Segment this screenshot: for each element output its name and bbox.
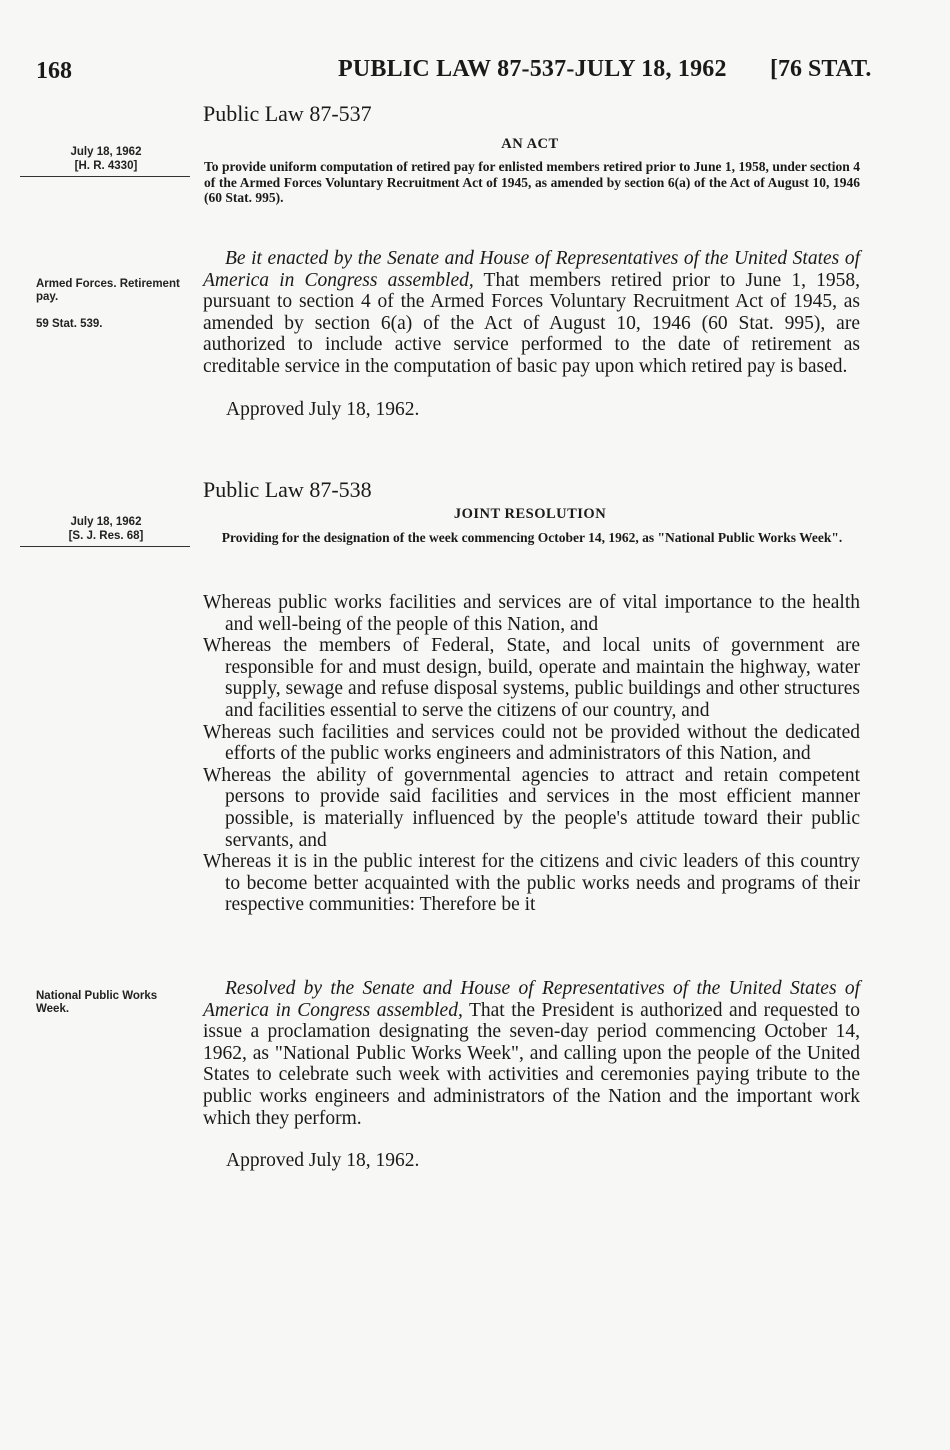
law1-margin-subject: Armed Forces. Retirement pay.	[36, 278, 180, 303]
whereas-clause: Whereas public works facilities and services are of vital importance to the health and well-being of the people of this Nation, and	[203, 592, 860, 635]
law1-title: Public Law 87-537	[203, 101, 372, 126]
law2-margin-subject: National Public Works Week.	[36, 990, 158, 1015]
law1-margin-date: July 18, 1962	[70, 146, 142, 158]
law2-body	[203, 978, 860, 1129]
law1-margin-citation: 59 Stat. 539.	[36, 318, 103, 330]
law1-approved: Approved July 18, 1962.	[226, 399, 420, 420]
law1-body-text: That members retired prior to June 1, 1958, pursuant to section 4 of the Armed Forces Voluntary Recruitment Act of 1945, as amended by section 6(a) of the Act of August 10, 1946 (60 Stat. 995), are authorized to include active service performed to the date of retirement as creditable service in the computation of basic pay upon which retired pay is based.	[203, 269, 860, 377]
law1-enacting-clause: Be it enacted by the Senate and House of Representatives of the United States of America in Congress assembled,	[203, 248, 860, 291]
law2-act-heading: JOINT RESOLUTION	[453, 506, 607, 522]
law2-title: Public Law 87-538	[203, 477, 372, 502]
law2-body-text: That the President is authorized and requested to issue a proclamation designating the seven-day period commencing October 14, 1962, as "National Public Works Week", and calling upon the people of the United States to celebrate such week with activities and ceremonies paying tribute to the public works engineers and administrators of the Nation and the important work which they perform.	[203, 999, 861, 1129]
law2-purpose: Providing for the designation of the week commencing October 14, 1962, as "National Public Works Week".	[221, 530, 843, 545]
whereas-clause: Whereas such facilities and services could not be provided without the dedicated efforts of the public works engineers and administrators of this Nation, and	[203, 721, 860, 765]
law2-resolving-clause: Resolved by the Senate and House of Representatives of the United States of America in Congress assembled,	[203, 978, 860, 1021]
law1-margin-bill: [H. R. 4330]	[74, 160, 138, 172]
law2-margin-bill: [S. J. Res. 68]	[68, 530, 144, 542]
law2-margin-date: July 18, 1962	[70, 516, 142, 528]
page-number: 168	[36, 58, 72, 84]
running-header-title: PUBLIC LAW 87-537-JULY 18, 1962	[338, 56, 727, 82]
law2-approved: Approved July 18, 1962.	[226, 1150, 420, 1171]
whereas-clause: Whereas the members of Federal, State, and local units of government are responsible for and must design, build, operate and maintain the highway, water supply, sewage and refuse disposal systems, public buildings and other structures and facilities essential to serve the citizens of our country, and	[203, 635, 860, 721]
law1-act-heading: AN ACT	[501, 136, 559, 152]
whereas-clause: Whereas the ability of governmental agencies to attract and retain competent persons to provide said facilities and services in the most efficient manner possible, is materially influenced by the people's attitude toward their public servants, and	[203, 764, 860, 851]
whereas-clause: Whereas it is in the public interest for the citizens and civic leaders of this country to become better acquainted with the public works needs and programs of their respective communities: Therefore be it	[203, 851, 860, 916]
law1-margin-rule	[20, 176, 190, 177]
law1-purpose: To provide uniform computation of retired pay for enlisted members retired prior to June 1, 1958, under section 4 of the Armed Forces Voluntary Recruitment Act of 1945, as amended by section 6(a) of the Act of August 10, 1946 (60 Stat. 995).	[204, 159, 860, 205]
law2-margin-rule	[20, 546, 190, 547]
statute-volume-ref: [76 STAT.	[770, 56, 872, 82]
law1-body	[203, 248, 860, 378]
law2-whereas-clauses	[203, 592, 860, 916]
